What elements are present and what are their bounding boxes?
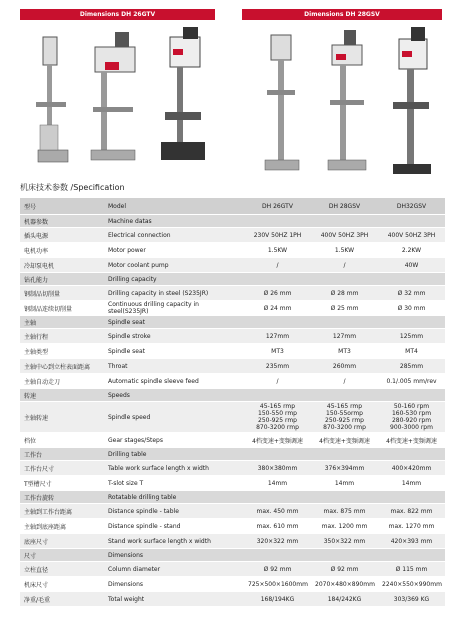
cell-en-label: Automatic spindle sleeve feed bbox=[104, 374, 244, 389]
cell-en-label: Spindle stroke bbox=[104, 329, 244, 344]
cell-zh-label: 主轴到工作台距离 bbox=[20, 504, 104, 519]
section-row bbox=[20, 273, 445, 286]
cell-en-label: Spindle seat bbox=[104, 344, 244, 359]
cell-zh-label: 电机功率 bbox=[20, 243, 104, 258]
cell-dh32gsv bbox=[378, 273, 445, 286]
cell-dh32gsv: 2.2KW bbox=[378, 243, 445, 258]
cell-zh-label: 立柱直径 bbox=[20, 562, 104, 577]
cell-zh-label: 主轴行程 bbox=[20, 329, 104, 344]
cell-dh32gsv: 50-160 rpm 160-530 rpm 280-920 rpm 900-3000 rpm bbox=[378, 402, 445, 433]
cell-dh26gtv: max. 610 mm bbox=[244, 519, 311, 534]
table-row bbox=[20, 243, 445, 258]
cell-zh-label: 主轴转速 bbox=[20, 402, 104, 433]
header-dh28gsv: Dimensions DH 28GSV bbox=[242, 9, 442, 20]
cell-dh32gsv: 4档变速+变频调速 bbox=[378, 433, 445, 448]
cell-dh28gsv: 1.5KW bbox=[311, 243, 378, 258]
dh26gtv-drawings bbox=[20, 22, 215, 177]
dh26gtv-front-view bbox=[28, 32, 78, 167]
cell-dh26gtv: / bbox=[244, 258, 311, 273]
table-row bbox=[20, 534, 445, 549]
cell-en-label: Column diameter bbox=[104, 562, 244, 577]
dh28gsv-side-view bbox=[322, 30, 372, 175]
cell-dh32gsv: 125mm bbox=[378, 329, 445, 344]
table-row bbox=[20, 301, 445, 316]
cell-dh32gsv: 285mm bbox=[378, 359, 445, 374]
cell-en-label: Motor power bbox=[104, 243, 244, 258]
cell-en-label: Table work surface length x width bbox=[104, 461, 244, 476]
cell-dh26gtv bbox=[244, 549, 311, 562]
cell-dh28gsv: Ø 25 mm bbox=[311, 301, 378, 316]
cell-en-label: Drilling table bbox=[104, 448, 244, 461]
cell-dh28gsv bbox=[311, 215, 378, 228]
section-row bbox=[20, 215, 445, 228]
cell-dh32gsv bbox=[378, 316, 445, 329]
cell-dh32gsv: 420×393 mm bbox=[378, 534, 445, 549]
cell-dh28gsv bbox=[311, 448, 378, 461]
col-header-model: Model bbox=[104, 198, 244, 215]
dh28gsv-front-view bbox=[257, 30, 307, 175]
cell-dh28gsv: / bbox=[311, 258, 378, 273]
cell-zh-label: 钢制品切削量 bbox=[20, 286, 104, 301]
cell-dh28gsv: 400V 50HZ 3PH bbox=[311, 228, 378, 243]
cell-dh32gsv: 400V 50HZ 3PH bbox=[378, 228, 445, 243]
cell-zh-label: 冷却泵电机 bbox=[20, 258, 104, 273]
cell-dh28gsv: 4档变速+变频调速 bbox=[311, 433, 378, 448]
section-row bbox=[20, 491, 445, 504]
cell-dh26gtv: max. 450 mm bbox=[244, 504, 311, 519]
cell-dh32gsv bbox=[378, 215, 445, 228]
section-row bbox=[20, 448, 445, 461]
section-row bbox=[20, 316, 445, 329]
cell-zh-label: 钢制品连续切削量 bbox=[20, 301, 104, 316]
table-row bbox=[20, 504, 445, 519]
cell-en-label: T-slot size T bbox=[104, 476, 244, 491]
cell-zh-label: 工作台尺寸 bbox=[20, 461, 104, 476]
table-row bbox=[20, 577, 445, 592]
cell-en-label: Distance spindle - table bbox=[104, 504, 244, 519]
cell-en-label: Stand work surface length x width bbox=[104, 534, 244, 549]
cell-en-label: Gear stages/Steps bbox=[104, 433, 244, 448]
cell-dh28gsv: 45-165 rmp 150-55ormp 250-925 rmp 870-3200 rmp bbox=[311, 402, 378, 433]
cell-dh26gtv: 725×500×1600mm bbox=[244, 577, 311, 592]
spec-table bbox=[20, 198, 445, 607]
cell-dh26gtv: 230V 50HZ 1PH bbox=[244, 228, 311, 243]
cell-en-label: Speeds bbox=[104, 389, 244, 402]
table-row bbox=[20, 562, 445, 577]
table-row bbox=[20, 476, 445, 491]
cell-dh32gsv: 14mm bbox=[378, 476, 445, 491]
cell-en-label: Spindle seat bbox=[104, 316, 244, 329]
cell-zh-label: 主轴中心到立柱表面距离 bbox=[20, 359, 104, 374]
cell-dh26gtv: MT3 bbox=[244, 344, 311, 359]
cell-zh-label: 主轴自动走刀 bbox=[20, 374, 104, 389]
cell-dh32gsv: 40W bbox=[378, 258, 445, 273]
cell-dh26gtv: 4档变速+变频调速 bbox=[244, 433, 311, 448]
cell-zh-label: 尺寸 bbox=[20, 549, 104, 562]
col-header-dh32gsv: DH32GSV bbox=[378, 198, 445, 215]
table-row bbox=[20, 258, 445, 273]
cell-dh26gtv bbox=[244, 215, 311, 228]
table-row bbox=[20, 359, 445, 374]
spec-header-row bbox=[20, 198, 445, 215]
cell-dh32gsv: 2240×550×990mm bbox=[378, 577, 445, 592]
section-row bbox=[20, 389, 445, 402]
cell-zh-label: 机床尺寸 bbox=[20, 577, 104, 592]
cell-en-label: Dimensions bbox=[104, 549, 244, 562]
cell-en-label: Drilling capacity in steel (S235JR) bbox=[104, 286, 244, 301]
cell-zh-label: 工作台旋转 bbox=[20, 491, 104, 504]
cell-zh-label: T型槽尺寸 bbox=[20, 476, 104, 491]
cell-dh26gtv bbox=[244, 273, 311, 286]
cell-dh26gtv bbox=[244, 448, 311, 461]
cell-en-label: Distance spindle - stand bbox=[104, 519, 244, 534]
table-row bbox=[20, 461, 445, 476]
cell-en-label: Throat bbox=[104, 359, 244, 374]
cell-dh26gtv: 168/194KG bbox=[244, 592, 311, 607]
cell-en-label: Machine datas bbox=[104, 215, 244, 228]
cell-dh26gtv bbox=[244, 491, 311, 504]
cell-zh-label: 主轴 bbox=[20, 316, 104, 329]
table-row bbox=[20, 592, 445, 607]
cell-zh-label: 工作台 bbox=[20, 448, 104, 461]
dh28gsv-drawings bbox=[242, 22, 442, 177]
cell-dh28gsv bbox=[311, 273, 378, 286]
cell-en-label: Drilling capacity bbox=[104, 273, 244, 286]
cell-dh28gsv bbox=[311, 316, 378, 329]
table-row bbox=[20, 374, 445, 389]
col-header-zh: 型号 bbox=[20, 198, 104, 215]
cell-zh-label: 插头电源 bbox=[20, 228, 104, 243]
cell-dh28gsv: 376×394mm bbox=[311, 461, 378, 476]
cell-zh-label: 档位 bbox=[20, 433, 104, 448]
cell-dh26gtv: Ø 24 mm bbox=[244, 301, 311, 316]
header-dh26gtv: Dimensions DH 26GTV bbox=[20, 9, 215, 20]
cell-dh26gtv: 127mm bbox=[244, 329, 311, 344]
dh28gsv-render bbox=[387, 27, 437, 177]
cell-dh32gsv: max. 1270 mm bbox=[378, 519, 445, 534]
cell-dh28gsv: Ø 92 mm bbox=[311, 562, 378, 577]
table-row bbox=[20, 329, 445, 344]
cell-dh28gsv: 14mm bbox=[311, 476, 378, 491]
cell-dh28gsv: 127mm bbox=[311, 329, 378, 344]
cell-zh-label: 转速 bbox=[20, 389, 104, 402]
cell-en-label: Dimensions bbox=[104, 577, 244, 592]
cell-dh26gtv: 320×322 mm bbox=[244, 534, 311, 549]
cell-zh-label: 底座尺寸 bbox=[20, 534, 104, 549]
cell-dh26gtv: 380×380mm bbox=[244, 461, 311, 476]
cell-dh26gtv: 235mm bbox=[244, 359, 311, 374]
cell-dh28gsv bbox=[311, 491, 378, 504]
table-row bbox=[20, 286, 445, 301]
cell-en-label: Motor coolant pump bbox=[104, 258, 244, 273]
cell-dh28gsv bbox=[311, 389, 378, 402]
cell-dh28gsv: 260mm bbox=[311, 359, 378, 374]
cell-dh32gsv: 400×420mm bbox=[378, 461, 445, 476]
table-row bbox=[20, 519, 445, 534]
cell-dh32gsv bbox=[378, 549, 445, 562]
cell-dh32gsv: 0.1/.005 mm/rev bbox=[378, 374, 445, 389]
cell-dh32gsv: MT4 bbox=[378, 344, 445, 359]
cell-dh26gtv: 14mm bbox=[244, 476, 311, 491]
cell-dh26gtv bbox=[244, 316, 311, 329]
table-row bbox=[20, 344, 445, 359]
cell-zh-label: 净重/毛重 bbox=[20, 592, 104, 607]
cell-dh26gtv: Ø 92 mm bbox=[244, 562, 311, 577]
cell-en-label: Continuous drilling capacity in steel(S235JR) bbox=[104, 301, 244, 316]
table-row bbox=[20, 228, 445, 243]
cell-dh28gsv: max. 875 mm bbox=[311, 504, 378, 519]
section-row bbox=[20, 549, 445, 562]
cell-dh32gsv: 303/369 KG bbox=[378, 592, 445, 607]
cell-dh28gsv: 184/242KG bbox=[311, 592, 378, 607]
cell-zh-label: 主轴到底座距离 bbox=[20, 519, 104, 534]
table-row bbox=[20, 402, 445, 433]
dh26gtv-render bbox=[155, 27, 210, 167]
cell-dh28gsv: MT3 bbox=[311, 344, 378, 359]
cell-dh32gsv: Ø 115 mm bbox=[378, 562, 445, 577]
cell-zh-label: 钻孔能力 bbox=[20, 273, 104, 286]
cell-dh26gtv: / bbox=[244, 374, 311, 389]
cell-dh32gsv bbox=[378, 389, 445, 402]
cell-dh32gsv: max. 822 mm bbox=[378, 504, 445, 519]
specification-title: 机床技术参数 /Specification bbox=[20, 183, 125, 192]
cell-dh28gsv: / bbox=[311, 374, 378, 389]
cell-dh32gsv: Ø 32 mm bbox=[378, 286, 445, 301]
cell-dh26gtv: Ø 26 mm bbox=[244, 286, 311, 301]
cell-en-label: Rotatable drilling table bbox=[104, 491, 244, 504]
cell-dh32gsv bbox=[378, 448, 445, 461]
cell-dh32gsv: Ø 30 mm bbox=[378, 301, 445, 316]
cell-dh28gsv: 2070×480×890mm bbox=[311, 577, 378, 592]
cell-dh32gsv bbox=[378, 491, 445, 504]
table-row bbox=[20, 433, 445, 448]
cell-en-label: Electrical connection bbox=[104, 228, 244, 243]
cell-dh28gsv bbox=[311, 549, 378, 562]
cell-zh-label: 机器参数 bbox=[20, 215, 104, 228]
cell-dh26gtv: 45-165 rmp 150-550 rmp 250-925 rmp 870-3200 rmp bbox=[244, 402, 311, 433]
cell-en-label: Total weight bbox=[104, 592, 244, 607]
cell-dh28gsv: Ø 28 mm bbox=[311, 286, 378, 301]
cell-dh28gsv: 350×322 mm bbox=[311, 534, 378, 549]
cell-zh-label: 主轴类型 bbox=[20, 344, 104, 359]
dh26gtv-side-view bbox=[85, 32, 145, 167]
cell-dh26gtv bbox=[244, 389, 311, 402]
col-header-dh28gsv: DH 28GSV bbox=[311, 198, 378, 215]
col-header-dh26gtv: DH 26GTV bbox=[244, 198, 311, 215]
cell-en-label: Spindle speed bbox=[104, 402, 244, 433]
cell-dh26gtv: 1.5KW bbox=[244, 243, 311, 258]
cell-dh28gsv: max. 1200 mm bbox=[311, 519, 378, 534]
